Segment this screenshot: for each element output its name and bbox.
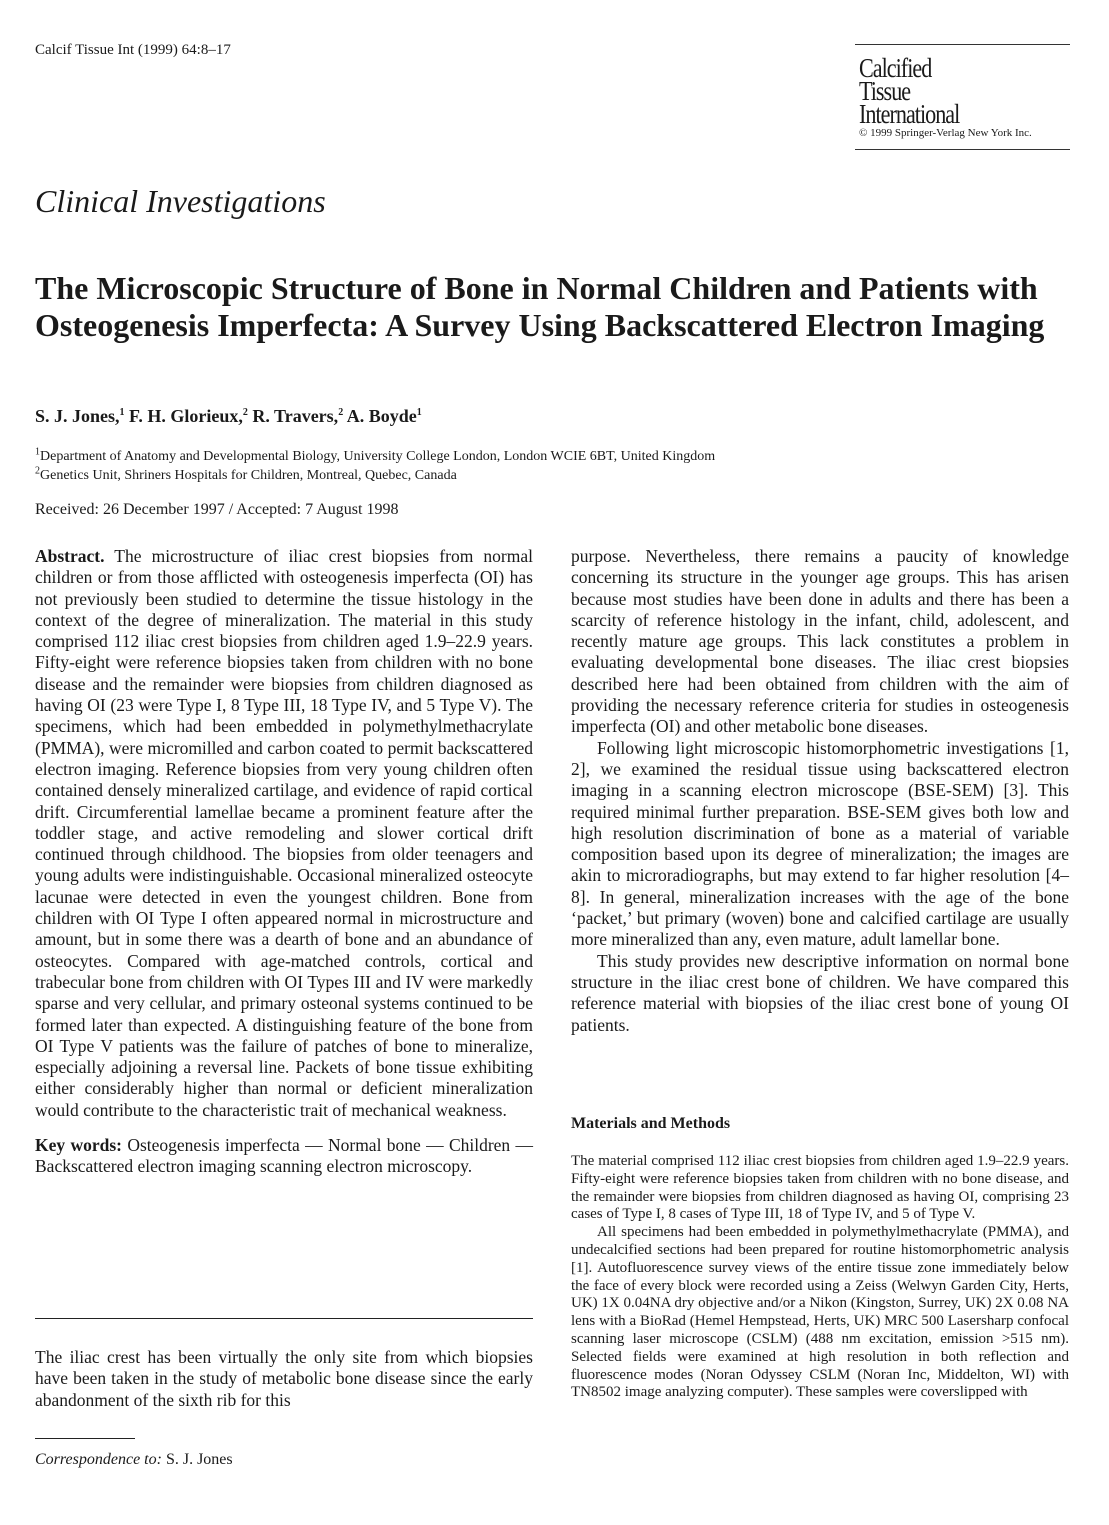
journal-citation: Calcif Tissue Int (1999) 64:8–17 <box>35 42 231 58</box>
author-affil-sup: 2 <box>242 407 248 418</box>
affiliation-sup: 2 <box>35 465 40 477</box>
body-paragraph: purpose. Nevertheless, there remains a paucity of knowledge concerning its structure in the younger age groups. This has arisen because most studies have been done in adults and there has been a scarcity of reference histology in the infant, child, adolescent, and recently mature age groups. This lack constitutes a problem in evaluating developmental bone diseases. The iliac crest biopsies described here had been obtained from children with the aim of providing the necessary reference criteria for studies in osteogenesis imperfecta (OI) and other metabolic bone diseases. <box>571 546 1069 737</box>
left-column <box>35 546 533 1178</box>
journal-logo <box>859 53 960 129</box>
body-paragraph: Following light microscopic histomorphometric investigations [1, 2], we examined the residual tissue using backscattered electron imaging in a scanning electron microscope (BSE-SEM) [3]. This required minimal further preparation. BSE-SEM gives both low and high resolution discrimination of bone as a material of variable composition based upon its degree of mineralization; the images are akin to microradiographs, but may extend to far higher resolution [4–8]. In general, mineralization increases with the age of the bone ‘packet,’ but primary (woven) bone and calcified cartilage are usually more mineralized than any, even mature, adult lamellar bone. <box>571 737 1069 950</box>
author-affil-sup: 1 <box>416 407 422 418</box>
keywords-label: Key words: <box>35 1135 122 1156</box>
journal-logo-box <box>855 44 1070 150</box>
methods-paragraph: The material comprised 112 iliac crest biopsies from children aged 1.9–22.9 years. Fifty-eight were reference biopsies taken from children with no bone disease, and the remainder were biopsies from children diagnosed as having OI, comprising 23 cases of Type I, 8 cases of Type III, 18 of Type IV, and 5 of Type V. <box>571 1153 1069 1223</box>
methods-heading: Materials and Methods <box>571 1115 731 1132</box>
methods-paragraph: All specimens had been embedded in polymethylmethacrylate (PMMA), and undecalcified sections had been prepared for routine histomorphometric analysis [1]. Autofluorescence survey views of the entire tissue zone immediately below the face of every block were recorded using a Zeiss (Welwyn Garden City, Herts, UK) 1X 0.04NA dry objective and/or a Nikon (Kingston, Surrey, UK) 2X 0.08 NA lens with a BioRad (Hemel Hempstead, Herts, UK) MRC 500 Lasersharp confocal scanning laser microscope (CSLM) (488 nm excitation, emission >515 nm). Selected fields were examined at high resolution in both reflection and fluorescence modes (Noran Odyssey CSLM (Noran Inc, Middelton, WI) with TN8502 image analyzing computer). These samples were coverslipped with <box>571 1224 1069 1401</box>
abstract-label: Abstract. <box>35 546 105 566</box>
author-name: R. Travers, <box>252 406 339 426</box>
affiliation-sup: 1 <box>35 446 40 458</box>
copyright-notice: © 1999 Springer-Verlag New York Inc. <box>859 127 1032 139</box>
body-paragraph: This study provides new descriptive information on normal bone structure in the iliac crest bone of children. We have compared this reference material with biopsies of the iliac crest bone of young OI patients. <box>571 950 1069 1035</box>
journal-logo-line-2: Tissue <box>859 76 911 106</box>
correspondence-name: S. J. Jones <box>161 1451 233 1468</box>
affiliation-1 <box>35 447 715 466</box>
article-title: The Microscopic Structure of Bone in Normal Children and Patients with Osteogenesis Imperfecta: A Survey Using Backscattered Electron Imaging <box>35 270 1045 343</box>
author-affil-sup: 2 <box>338 407 344 418</box>
abstract-paragraph <box>35 546 533 1121</box>
methods-section <box>571 1153 1069 1402</box>
keywords-text: Osteogenesis imperfecta — Normal bone — Children — Backscattered electron imaging scanning electron microscopy. <box>35 1135 534 1177</box>
abstract-text: The microstructure of iliac crest biopsies from normal children or from those afflicted with osteogenesis imperfecta (OI) has not previously been studied to determine the tissue histology in the context of the degree of mineralization. The material in this study comprised 112 iliac crest biopsies from children aged 1.9–22.9 years. Fifty-eight were reference biopsies taken from children with no bone disease and the remainder were biopsies from children diagnosed as having OI (23 were Type I, 8 Type III, 18 Type IV, and 5 Type V). The specimens, which had been embedded in polymethylmethacrylate (PMMA), were micromilled and carbon coated to permit backscattered electron imaging. Reference biopsies from very young children often contained densely mineralized cartilage, and evidence of rapid cortical drift. Circumferential lamellae became a prominent feature after the toddler stage, and active remodeling and slower cortical drift continued through childhood. The biopsies from older teenagers and young adults were indistinguishable. Occasional mineralized osteocyte lacunae were detected in even the youngest children. Bone from children with OI Type I often appeared normal in microstructure and amount, but in some there was a dearth of bone and an abundance of osteocytes. Compared with age-matched controls, cortical and trabecular bone from children with OI Types III and IV were markedly sparse and very cellular, and primary osteonal systems continued to be formed later than expected. A distinguishing feature of the bone from OI Type V patients was the failure of patches of bone to mineralize, especially adjoining a reversal line. Packets of bone tissue exhibiting either considerably higher than normal or deficient mineralization would contribute to the characteristic trait of mechanical weakness. <box>35 546 533 1120</box>
author-name: S. J. Jones, <box>35 406 120 426</box>
affiliation-text: Genetics Unit, Shriners Hospitals for Children, Montreal, Quebec, Canada <box>40 468 457 483</box>
section-heading: Clinical Investigations <box>35 183 326 219</box>
affiliation-text: Department of Anatomy and Developmental Biology, University College London, London WCIE 6BT, United Kingdom <box>40 449 716 464</box>
correspondence-footnote <box>35 1451 233 1469</box>
journal-logo-line-3: International <box>859 99 960 129</box>
author-affil-sup: 1 <box>119 407 125 418</box>
author-list <box>35 406 422 427</box>
right-column <box>571 546 1069 1036</box>
journal-logo-line-1: Calcified <box>859 53 932 83</box>
author-name: F. H. Glorieux, <box>129 406 243 426</box>
author-name: A. Boyde <box>346 406 417 426</box>
abstract-divider <box>35 1318 533 1319</box>
correspondence-label: Correspondence to: <box>35 1451 162 1468</box>
keywords-paragraph <box>35 1135 533 1178</box>
introduction-paragraph: The iliac crest has been virtually the only site from which biopsies have been taken in the study of metabolic bone disease since the early abandonment of the sixth rib for this <box>35 1347 533 1410</box>
affiliation-2 <box>35 466 457 485</box>
received-accepted-dates: Received: 26 December 1997 / Accepted: 7 August 1998 <box>35 501 399 518</box>
footnote-divider <box>35 1438 135 1439</box>
